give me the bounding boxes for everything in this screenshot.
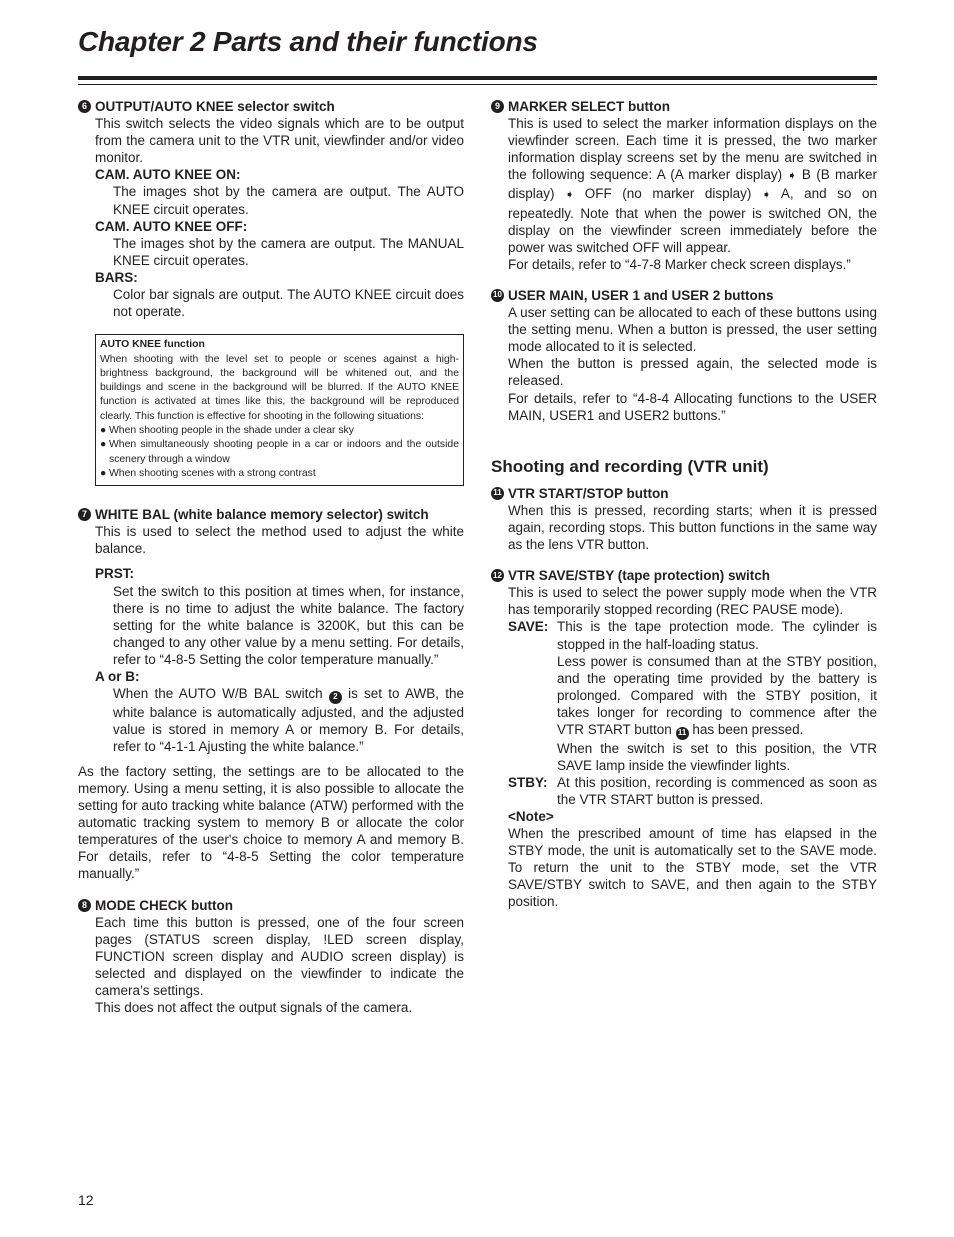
item7-title: WHITE BAL (white balance memory selector) switch — [95, 507, 429, 523]
a-or-b-text: When the AUTO W/B BAL switch 2 is set to AWB, the white balance is automatically adjusted, and the adjusted value is stored in memory A or memory B. For details, refer to “4-1-1 Ajusting the white balance.” — [113, 686, 464, 754]
item11-text: When this is pressed, recording starts; when it is pressed again, recording stops. This button functions in the same way as the lens VTR button. — [508, 502, 877, 553]
item8-text: Each time this button is pressed, one of the four screen pages (STATUS screen display, !LED screen display, FUNCTION screen display and AUDIO screen display) is selected and displayed on the viewfinder to indicate the camera’s settings. — [95, 914, 464, 999]
stby-definition — [491, 774, 877, 808]
item8-title: MODE CHECK button — [95, 897, 233, 913]
prst-label: PRST: — [95, 566, 135, 582]
section-heading: Shooting and recording (VTR unit) — [491, 456, 769, 476]
stby-text: At this position, recording is commenced as soon as the VTR START button is pressed. — [557, 774, 877, 807]
item-number-badge: 8 — [78, 899, 91, 912]
item12-intro: This is used to select the power supply mode when the VTR has temporarily stopped recording (REC PAUSE mode). — [508, 585, 877, 618]
item9-title: MARKER SELECT button — [508, 99, 670, 114]
info-box-title: AUTO KNEE function — [100, 339, 205, 351]
item10-heading — [491, 287, 877, 304]
arrow-right-icon: ➧ — [761, 189, 772, 202]
cam-off-text: The images shot by the camera are output. The MANUAL KNEE circuit operates. — [113, 235, 464, 268]
item7-heading — [78, 506, 464, 523]
a-or-b-label: A or B: — [95, 669, 140, 685]
ref-number-icon: 2 — [329, 691, 342, 704]
right-column — [491, 98, 877, 910]
item9-heading — [491, 98, 877, 115]
item8-note: This does not affect the output signals of the camera. — [95, 1000, 413, 1016]
ref-number-icon: 11 — [676, 727, 689, 740]
bars-label: BARS: — [95, 269, 138, 285]
item7-intro: This is used to select the method used to adjust the white balance. — [95, 524, 464, 557]
item10-title: USER MAIN, USER 1 and USER 2 buttons — [508, 287, 774, 303]
arrow-right-icon: ➧ — [565, 189, 575, 202]
item-number-badge: 11 — [491, 487, 504, 500]
save-text: This is the tape protection mode. The cylinder is stopped in the half-loading status. — [557, 619, 877, 652]
item-number-badge: 12 — [491, 569, 504, 582]
note-label: <Note> — [508, 808, 554, 824]
item8-heading — [78, 897, 464, 914]
info-box-bullet — [100, 467, 459, 481]
factory-setting-paragraph: As the factory setting, the settings are to be allocated to the memory. Using a menu setting, it is also possible to allocate the setting for auto tracking white balance (ATW) performed with the automatic tracking system to memory B or allocate the color temperatures of the user's choice to memory A and memory B. For details, refer to “4-8-5 Setting the color temperature manually.” — [78, 763, 464, 882]
bars-text: Color bar signals are output. The AUTO KNEE circuit does not operate. — [113, 287, 464, 320]
item12-heading — [491, 567, 877, 584]
bullet-icon: ● — [100, 467, 107, 479]
save-text: When the switch is set to this position, the VTR SAVE lamp inside the viewfinder lights. — [557, 740, 877, 773]
item9-text: This is used to select the marker information displays on the viewfinder screen. Each time it is pressed, the two marker information display screens set by the menu are switched in the following sequence: A (A marker display) ➧ B (B marker display) ➧ OFF (no marker display) ➧ A, and so on repeatedly. Note that when the power is switched ON, the display on the viewfinder screen immediately before the power was switched OFF will appear. — [508, 116, 877, 255]
stby-label: STBY: — [508, 774, 548, 790]
item11-title: VTR START/STOP button — [508, 485, 669, 501]
item-number-badge: 6 — [78, 100, 91, 113]
chapter-title: Chapter 2 Parts and their functions — [78, 26, 538, 57]
item10-text1: A user setting can be allocated to each of these buttons using the setting menu. When a button is pressed, the user setting mode allocated to it is selected. — [508, 305, 877, 355]
item6-intro: This switch selects the video signals which are to be output from the camera unit to the VTR unit, viewfinder and/or video monitor. — [95, 116, 464, 166]
info-box-bullet — [100, 438, 459, 467]
item-number-badge: 7 — [78, 508, 91, 521]
item10-text2: When the button is pressed again, the selected mode is released. — [508, 356, 877, 389]
bullet-icon: ● — [100, 425, 107, 436]
save-text: Less power is consumed than at the STBY position, and the operating time provided by the battery is prolonged. Compared with the STBY position, it takes longer for recording to commence after the VTR START button 11 has been pressed. — [557, 653, 877, 740]
item11-heading — [491, 485, 877, 502]
cam-on-text: The images shot by the camera are output. The AUTO KNEE circuit operates. — [113, 184, 464, 217]
page-number: 12 — [78, 1192, 94, 1208]
item9-details: For details, refer to “4-7-8 Marker check screen displays.” — [508, 256, 851, 272]
prst-text: Set the switch to this position at times when, for instance, there is no time to adjust the white balance. The factory setting for the white balance is 3200K, but this can be changed to any other value by a menu setting. For details, refer to “4-8-5 Setting the color temperature manually.” — [113, 583, 464, 667]
info-box-bullet — [100, 424, 459, 438]
cam-on-label: CAM. AUTO KNEE ON: — [95, 167, 241, 183]
info-box-text: When shooting with the level set to people or scenes against a high-brightness background, the background will be whitened out, and the buildings and scene in the background will be blurred. If the AUTO KNEE function is activated at times like this, the background will be reproduced clearly. This function is effective for shooting in the following situations: — [100, 353, 459, 422]
cam-off-label: CAM. AUTO KNEE OFF: — [95, 218, 248, 234]
item6-heading — [78, 98, 464, 115]
bullet-text: When simultaneously shooting people in a car or indoors and the outside scenery through a window — [109, 439, 459, 465]
header-rule-thin — [78, 84, 877, 85]
item-number-badge: 9 — [491, 100, 504, 113]
item6-title: OUTPUT/AUTO KNEE selector switch — [95, 99, 335, 114]
save-definition — [491, 618, 877, 773]
header-rule-thick — [78, 76, 877, 80]
note-text: When the prescribed amount of time has elapsed in the STBY mode, the unit is automatically set to the SAVE mode. To return the unit to the STBY mode, set the VTR SAVE/STBY switch to SAVE, and then again to the STBY position. — [508, 825, 877, 910]
bullet-icon: ● — [100, 439, 107, 451]
left-column — [78, 98, 464, 1016]
auto-knee-info-box — [95, 334, 464, 486]
item10-text3: For details, refer to “4-8-4 Allocating functions to the USER MAIN, USER1 and USER2 buttons.” — [508, 390, 877, 423]
bullet-text: When shooting scenes with a strong contrast — [109, 467, 316, 479]
bullet-text: When shooting people in the shade under a clear sky — [109, 425, 354, 436]
arrow-right-icon: ➧ — [787, 170, 797, 183]
item-number-badge: 10 — [491, 289, 504, 302]
item12-title: VTR SAVE/STBY (tape protection) switch — [508, 568, 771, 584]
save-label: SAVE: — [508, 619, 549, 635]
